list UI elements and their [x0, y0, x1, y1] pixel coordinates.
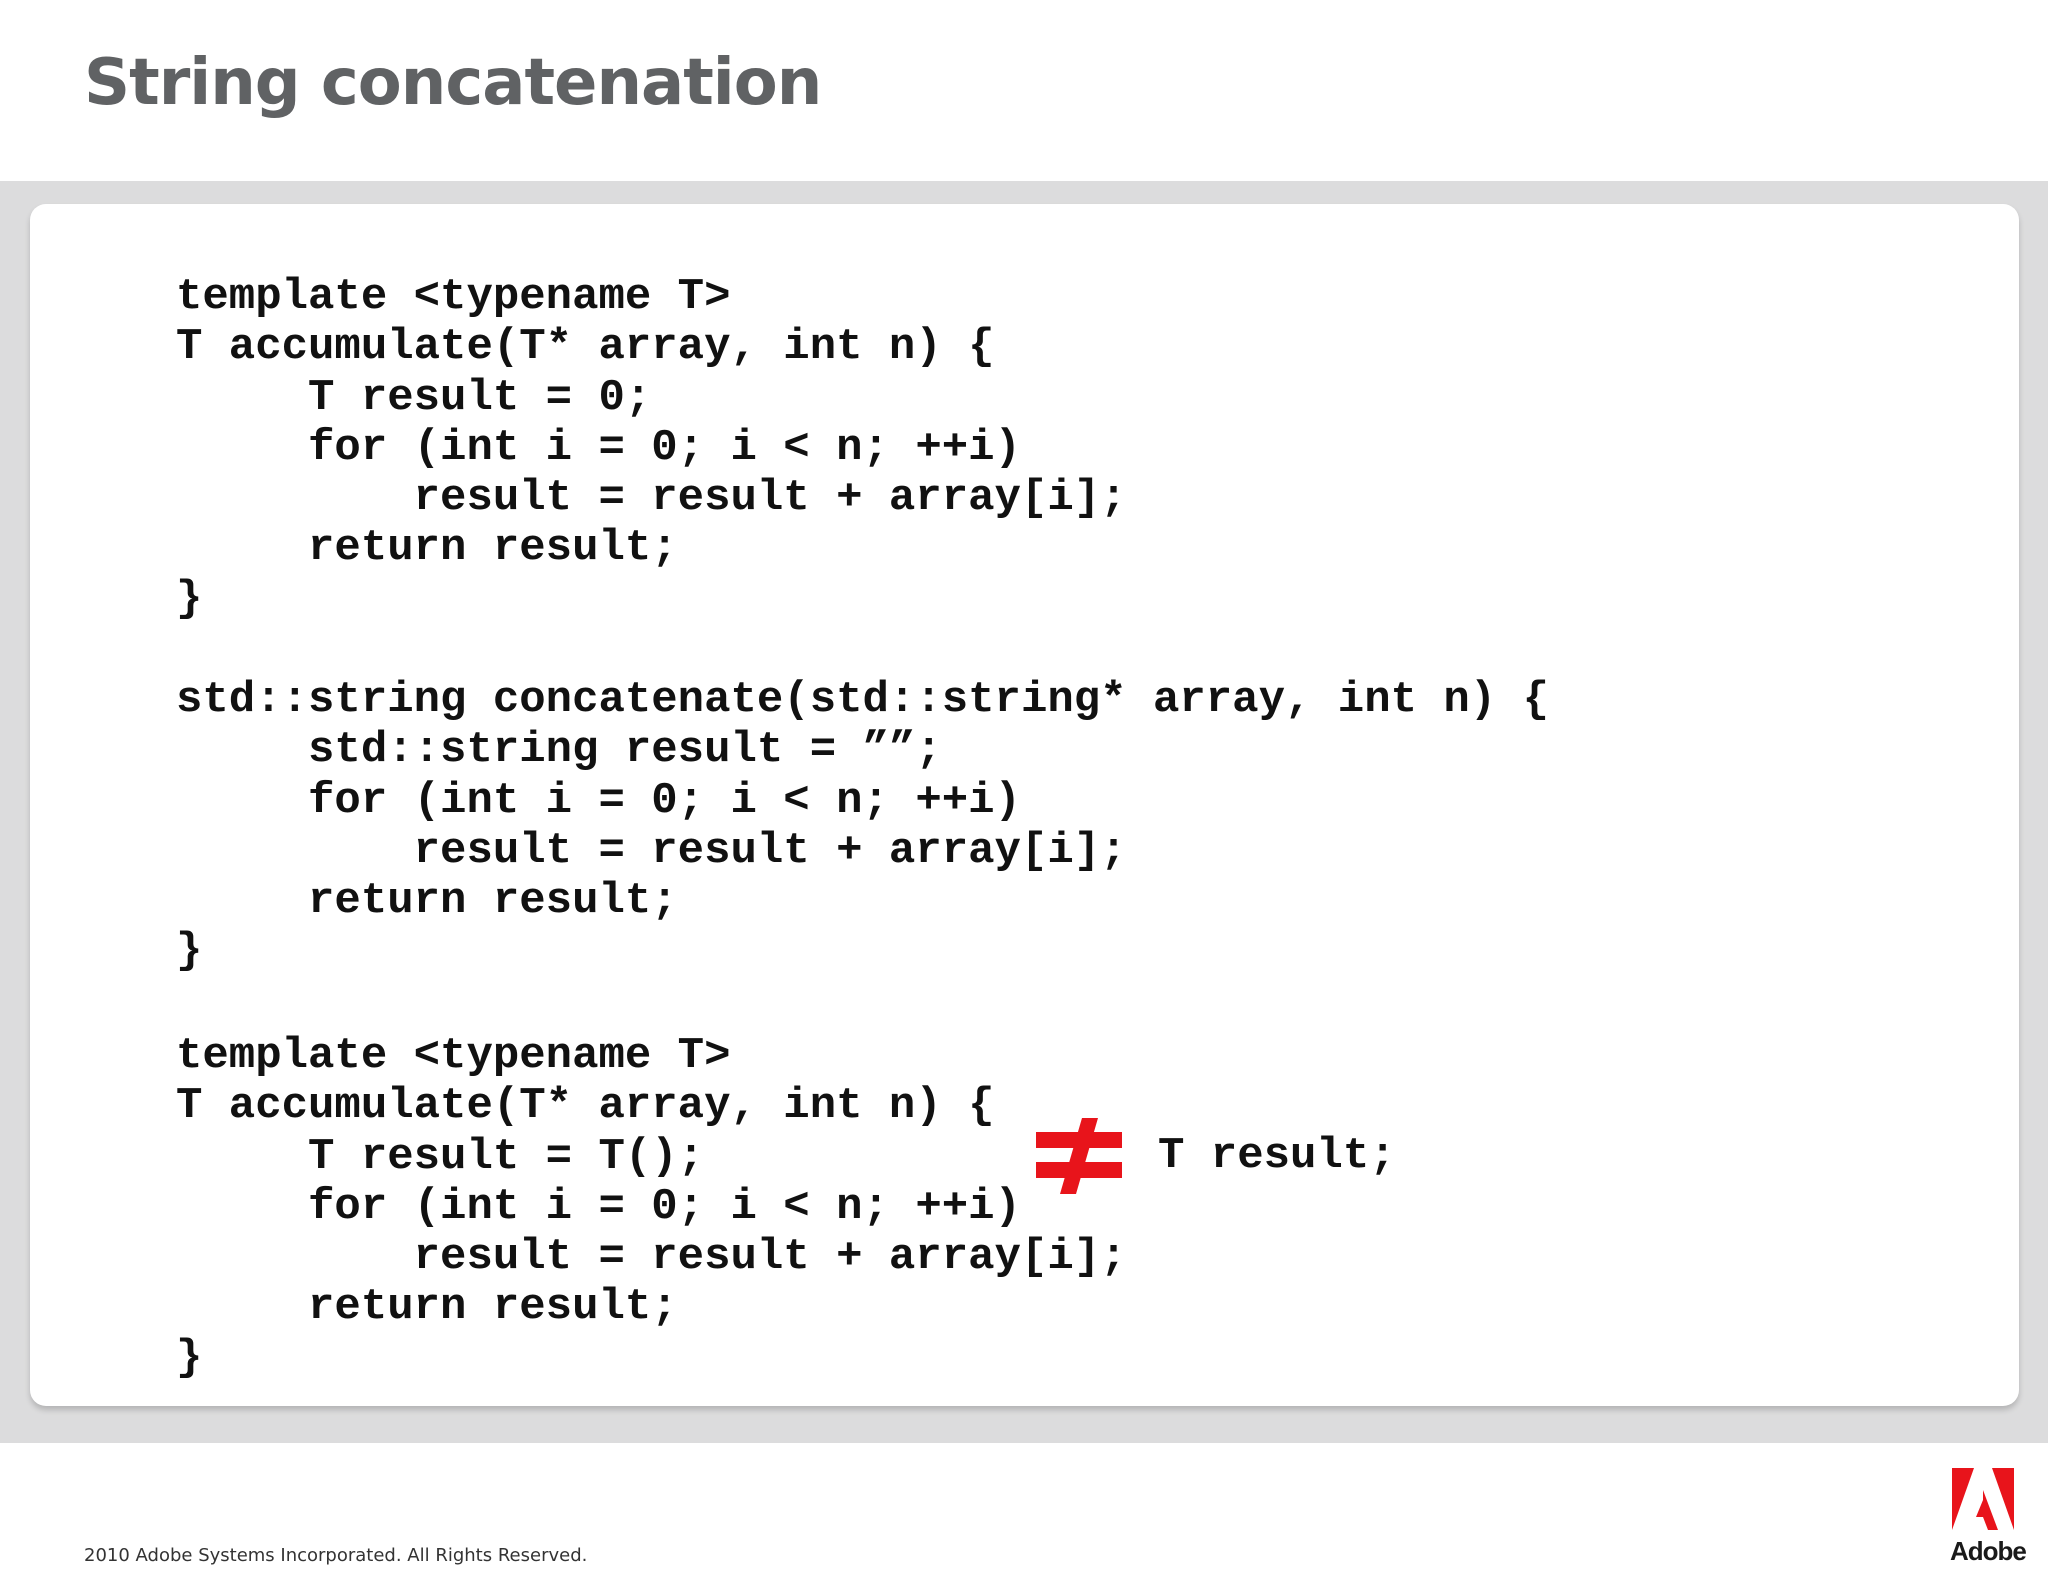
code-block-concatenate: std::string concatenate(std::string* array, int n) { std::string result = ””; for (int i = 0; i < n; ++i) result = result + array[i]; return result; } [176, 675, 1550, 977]
not-equal-icon [1034, 1118, 1124, 1194]
code-block-accumulate-int: template <typename T> T accumulate(T* array, int n) { T result = 0; for (int i = 0; i < n; ++i) result = result + array[i]; return result; } [176, 272, 1127, 624]
copyright-footer: 2010 Adobe Systems Incorporated. All Rights Reserved. [84, 1545, 588, 1566]
adobe-a-icon [1952, 1468, 2014, 1530]
adobe-logo [1950, 1468, 2026, 1568]
alternative-declaration: T result; [1158, 1131, 1396, 1181]
code-block-accumulate-default: template <typename T> T accumulate(T* array, int n) { T result = T(); for (int i = 0; i < n; ++i) result = result + array[i]; return result; } [176, 1031, 1127, 1383]
adobe-wordmark: Adobe [1950, 1536, 2026, 1566]
slide-title: String concatenation [84, 46, 822, 120]
